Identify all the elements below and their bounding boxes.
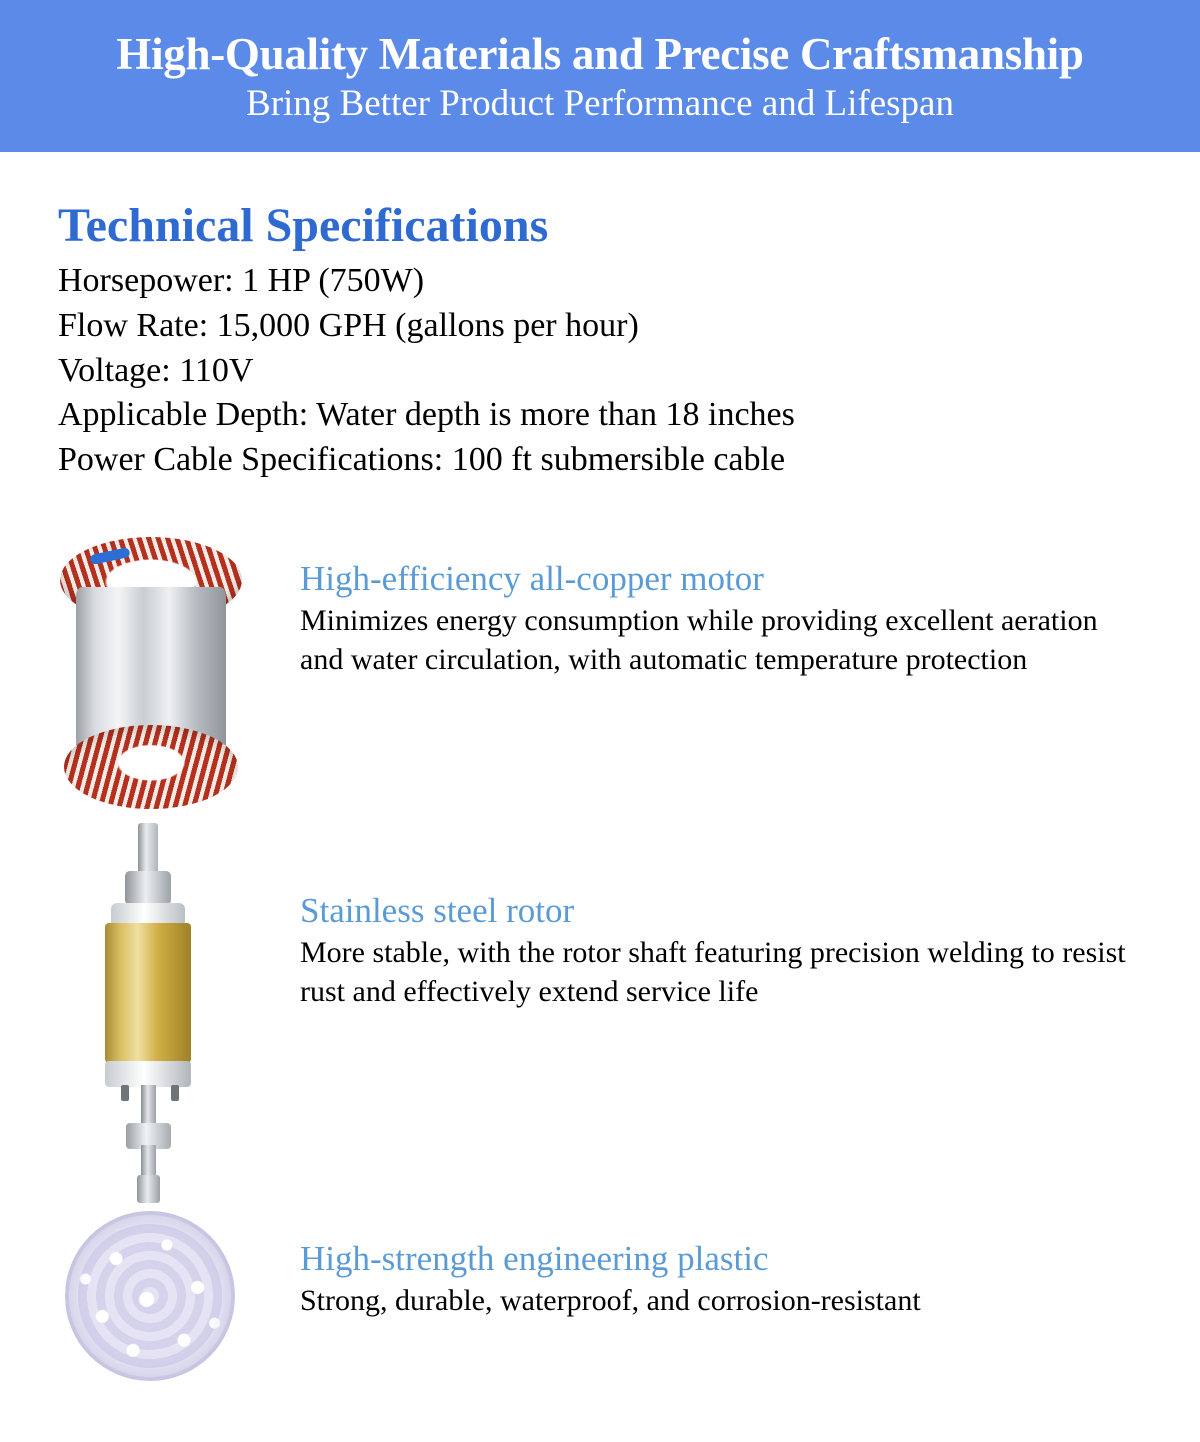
banner-title: High-Quality Materials and Precise Craftsmanship <box>116 28 1084 79</box>
spec-line-flow-rate: Flow Rate: 15,000 GPH (gallons per hour) <box>58 306 639 344</box>
rotor-upper-cap <box>125 871 171 905</box>
feature-text-copper-motor <box>300 519 1200 679</box>
rotor-shaft-tip <box>137 1175 160 1203</box>
rotor-copper-body <box>105 923 191 1063</box>
feature-description: Minimizes energy consumption while providing excellent aeration and water circulation, with automatic temperature protection <box>300 604 1098 677</box>
stainless-steel-rotor-image <box>0 819 300 1203</box>
feature-text-stainless-rotor <box>300 819 1200 1011</box>
feature-description: Strong, durable, waterproof, and corrosion-resistant <box>300 1284 921 1318</box>
spec-line-horsepower: Horsepower: 1 HP (750W) <box>58 261 425 299</box>
stator-illustration <box>38 529 263 819</box>
feature-title: Stainless steel rotor <box>300 891 575 931</box>
technical-specifications-section <box>0 152 1200 483</box>
specs-heading: Technical Specifications <box>58 199 549 252</box>
feature-row-copper-motor <box>0 519 1200 819</box>
engineering-plastic-pellets-image <box>0 1203 300 1381</box>
spec-line-power-cable: Power Cable Specifications: 100 ft submersible cable <box>58 441 786 479</box>
feature-row-stainless-rotor <box>0 819 1200 1203</box>
rotor-tab-left <box>121 1085 129 1101</box>
spec-line-voltage: Voltage: 110V <box>58 351 254 389</box>
spec-line-applicable-depth: Applicable Depth: Water depth is more than 18 inches <box>58 396 795 434</box>
rotor-illustration <box>75 823 225 1203</box>
feature-row-engineering-plastic <box>0 1203 1200 1381</box>
feature-text-engineering-plastic <box>300 1203 1200 1320</box>
plastic-pellets-illustration <box>65 1211 235 1381</box>
banner-subtitle: Bring Better Product Performance and Lifespan <box>246 83 954 125</box>
feature-description: More stable, with the rotor shaft featuring precision welding to resist rust and effectively extend service life <box>300 936 1126 1009</box>
rotor-lower-ring <box>105 1061 191 1087</box>
copper-motor-stator-image <box>0 519 300 819</box>
header-banner <box>0 0 1200 152</box>
features-section <box>0 519 1200 1381</box>
feature-title: High-efficiency all-copper motor <box>300 559 764 599</box>
feature-title: High-strength engineering plastic <box>300 1239 769 1279</box>
stator-bottom-winding <box>64 725 238 809</box>
rotor-tab-right <box>171 1085 179 1101</box>
